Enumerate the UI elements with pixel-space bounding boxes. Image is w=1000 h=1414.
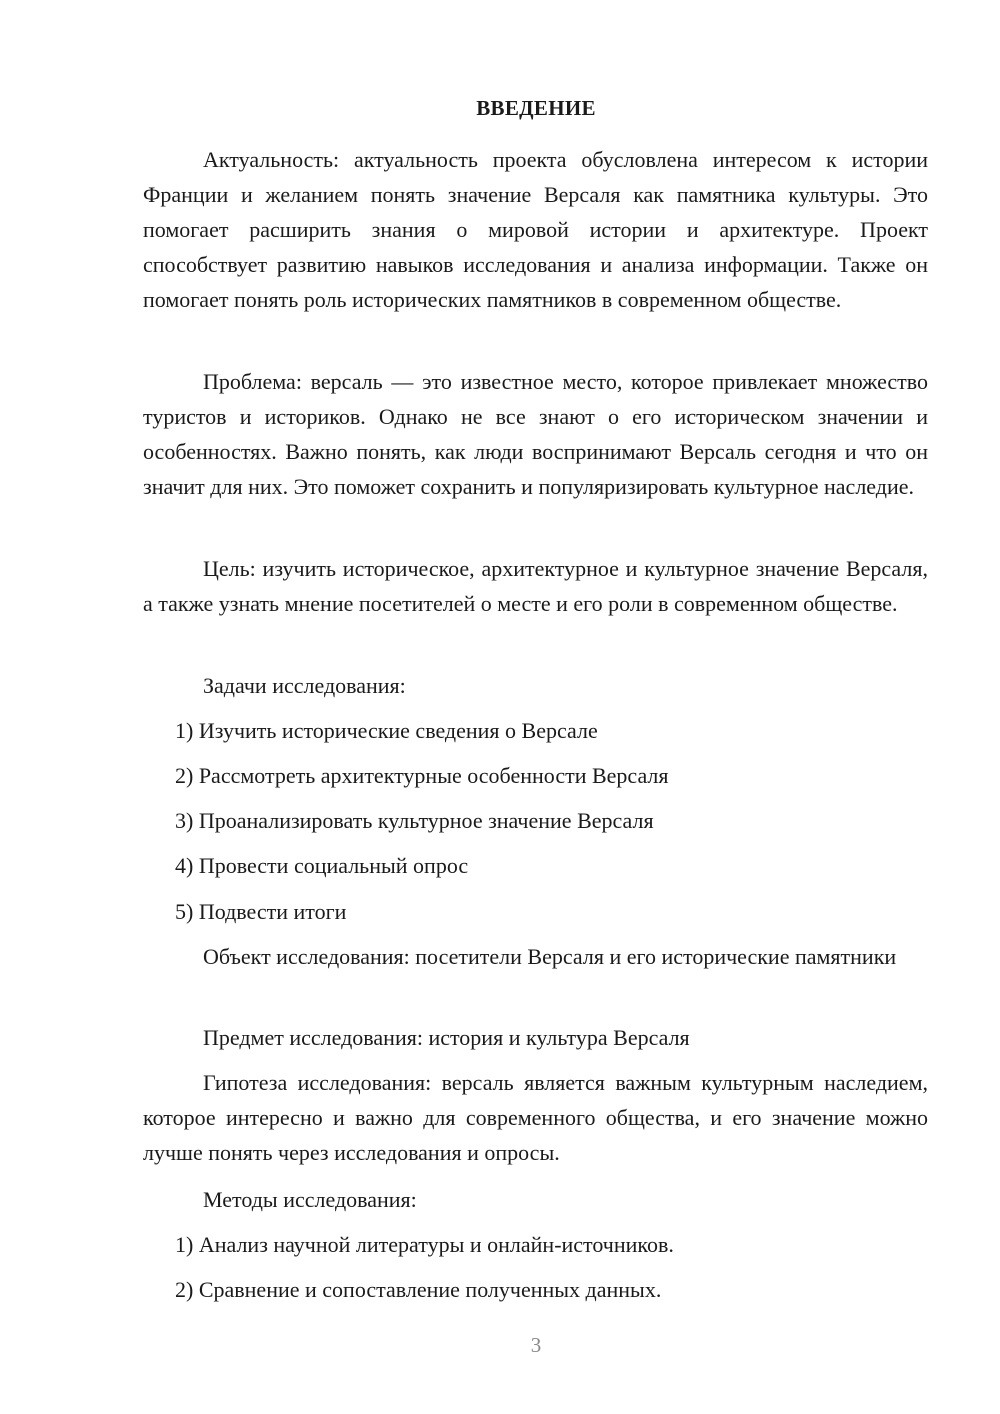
page-title: ВВЕДЕНИЕ <box>476 96 596 120</box>
task-item: 3) Проанализировать культурное значение Версаля <box>175 808 654 833</box>
task-item: 2) Рассмотреть архитектурные особенности Версаля <box>175 763 669 788</box>
task-item: 5) Подвести итоги <box>175 899 347 924</box>
paragraph-problem: Проблема: версаль — это известное место, которое привлекает множество туристов и историков. Однако не все знают о его историческом значении и особенностях. Важно понять, как люди воспринимают Версаль сегодня и что он значит для них. Это поможет сохранить и популяризировать культурное наследие. <box>143 369 928 499</box>
paragraph-goal: Цель: изучить историческое, архитектурное и культурное значение Версаля, а также узнать мнение посетителей о месте и его роли в современном обществе. <box>143 556 928 616</box>
method-item: 2) Сравнение и сопоставление полученных данных. <box>175 1277 662 1302</box>
methods-heading: Методы исследования: <box>203 1187 417 1212</box>
task-item: 4) Провести социальный опрос <box>175 853 469 878</box>
task-item: 1) Изучить исторические сведения о Версале <box>175 718 598 743</box>
page-number: 3 <box>530 1333 542 1357</box>
paragraph-object: Объект исследования: посетители Версаля и его исторические памятники <box>203 944 897 969</box>
tasks-heading: Задачи исследования: <box>203 673 406 698</box>
paragraph-subject: Предмет исследования: история и культура Версаля <box>203 1025 690 1050</box>
paragraph-relevance: Актуальность: актуальность проекта обусловлена интересом к истории Франции и желанием понять значение Версаля как памятника культуры. Это помогает расширить знания о мировой истории и архитектуре. Проект способствует развитию навыков исследования и анализа информации. Также он помогает понять роль исторических памятников в современном обществе. <box>143 147 928 312</box>
method-item: 1) Анализ научной литературы и онлайн-источников. <box>175 1232 674 1257</box>
paragraph-hypothesis: Гипотеза исследования: версаль является важным культурным наследием, которое интересно и важно для современного общества, и его значение можно лучше понять через исследования и опросы. <box>143 1070 928 1165</box>
